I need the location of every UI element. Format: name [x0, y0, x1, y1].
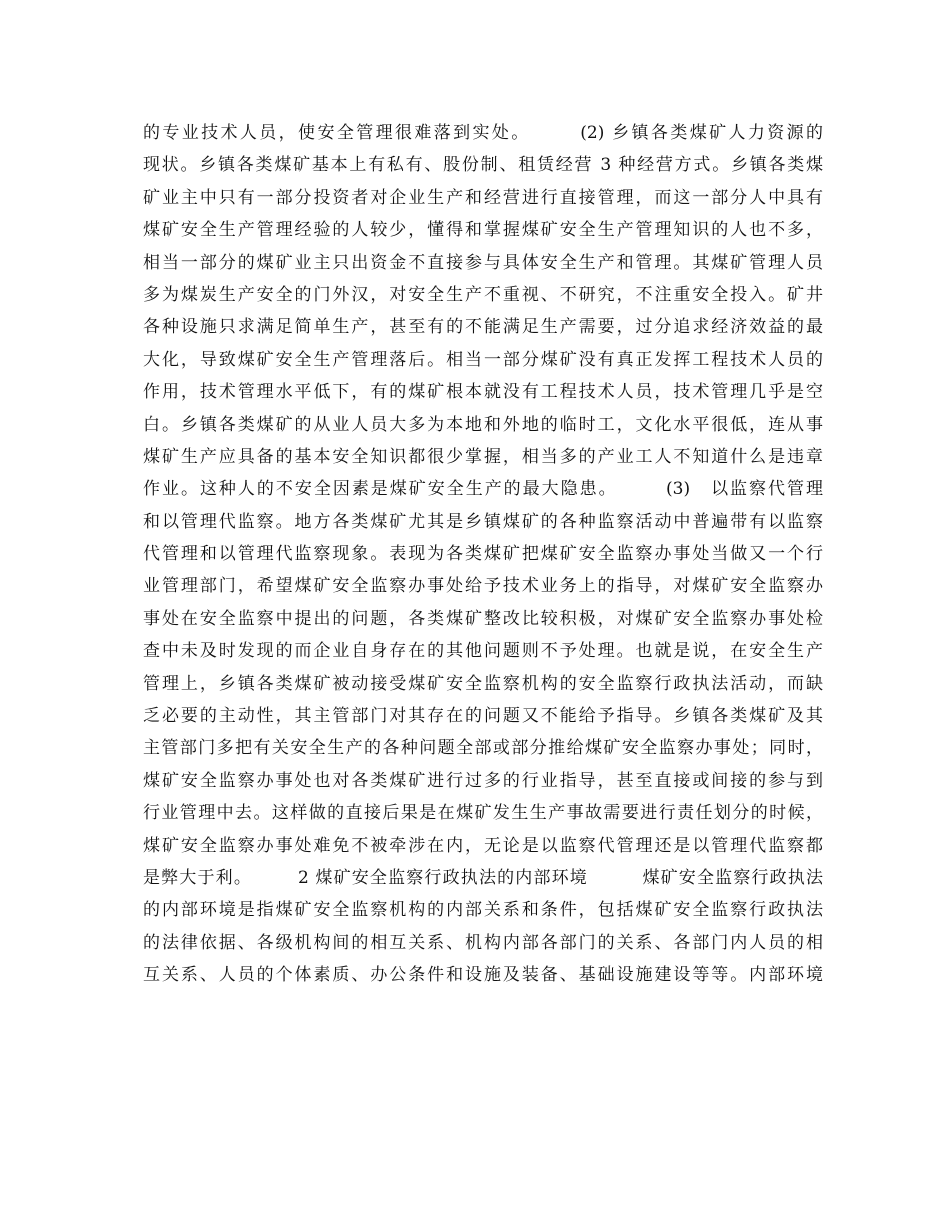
text-line: 业管理部门，希望煤矿安全监察办事处给予技术业务上的指导，对煤矿安全监察办	[143, 576, 823, 597]
text-line: 煤矿安全生产管理经验的人较少，懂得和掌握煤矿安全生产管理知识的人也不多，	[143, 220, 823, 241]
text-line: 现状。乡镇各类煤矿基本上有私有、股份制、租赁经营 3 种经营方式。乡镇各类煤	[143, 155, 823, 176]
body-text	[143, 117, 823, 992]
text-line: 管理上，乡镇各类煤矿被动接受煤矿安全监察机构的安全监察行政执法活动，而缺	[143, 673, 823, 694]
text-line: 行业管理中去。这样做的直接后果是在煤矿发生生产事故需要进行责任划分的时候，	[143, 803, 823, 824]
text-line: 矿业主中只有一部分投资者对企业生产和经营进行直接管理，而这一部分人中具有	[143, 187, 823, 208]
text-line: 白。乡镇各类煤矿的从业人员大多为本地和外地的临时工，文化水平很低，连从事	[143, 414, 823, 435]
text-line: 作用，技术管理水平低下，有的煤矿根本就没有工程技术人员，技术管理几乎是空	[143, 382, 823, 403]
text-line: 作业。这种人的不安全因素是煤矿安全生产的最大隐患。 (3) 以监察代管理	[143, 479, 823, 500]
text-line: 大化，导致煤矿安全生产管理落后。相当一部分煤矿没有真正发挥工程技术人员的	[143, 349, 823, 370]
text-line: 和以管理代监察。地方各类煤矿尤其是乡镇煤矿的各种监察活动中普遍带有以监察	[143, 511, 823, 532]
text-line: 主管部门多把有关安全生产的各种问题全部或部分推给煤矿安全监察办事处；同时，	[143, 738, 823, 759]
text-line: 相当一部分的煤矿业主只出资金不直接参与具体安全生产和管理。其煤矿管理人员	[143, 252, 823, 273]
text-line: 代管理和以管理代监察现象。表现为各类煤矿把煤矿安全监察办事处当做又一个行	[143, 544, 823, 565]
text-line: 的法律依据、各级机构间的相互关系、机构内部各部门的关系、各部门内人员的相	[143, 932, 823, 953]
text-line: 各种设施只求满足简单生产，甚至有的不能满足生产需要，过分追求经济效益的最	[143, 317, 823, 338]
text-line: 煤矿安全监察办事处难免不被牵涉在内，无论是以监察代管理还是以管理代监察都	[143, 835, 823, 856]
text-line: 乏必要的主动性，其主管部门对其存在的问题又不能给予指导。乡镇各类煤矿及其	[143, 706, 823, 727]
text-line: 事处在安全监察中提出的问题，各类煤矿整改比较积极，对煤矿安全监察办事处检	[143, 608, 823, 629]
text-line: 煤矿生产应具备的基本安全知识都很少掌握，相当多的产业工人不知道什么是违章	[143, 446, 823, 467]
text-line: 煤矿安全监察办事处也对各类煤矿进行过多的行业指导，甚至直接或间接的参与到	[143, 770, 823, 791]
text-line: 的内部环境是指煤矿安全监察机构的内部关系和条件，包括煤矿安全监察行政执法	[143, 900, 823, 921]
text-line: 是弊大于利。 2 煤矿安全监察行政执法的内部环境 煤矿安全监察行政执法	[143, 867, 823, 888]
text-line: 多为煤炭生产安全的门外汉，对安全生产不重视、不研究，不注重安全投入。矿井	[143, 284, 823, 305]
text-line: 的专业技术人员，使安全管理很难落到实处。 (2) 乡镇各类煤矿人力资源的	[143, 123, 823, 143]
text-line: 查中未及时发现的而企业自身存在的其他问题则不予处理。也就是说，在安全生产	[143, 641, 823, 662]
text-line: 互关系、人员的个体素质、办公条件和设施及装备、基础设施建设等等。内部环境	[143, 965, 823, 986]
